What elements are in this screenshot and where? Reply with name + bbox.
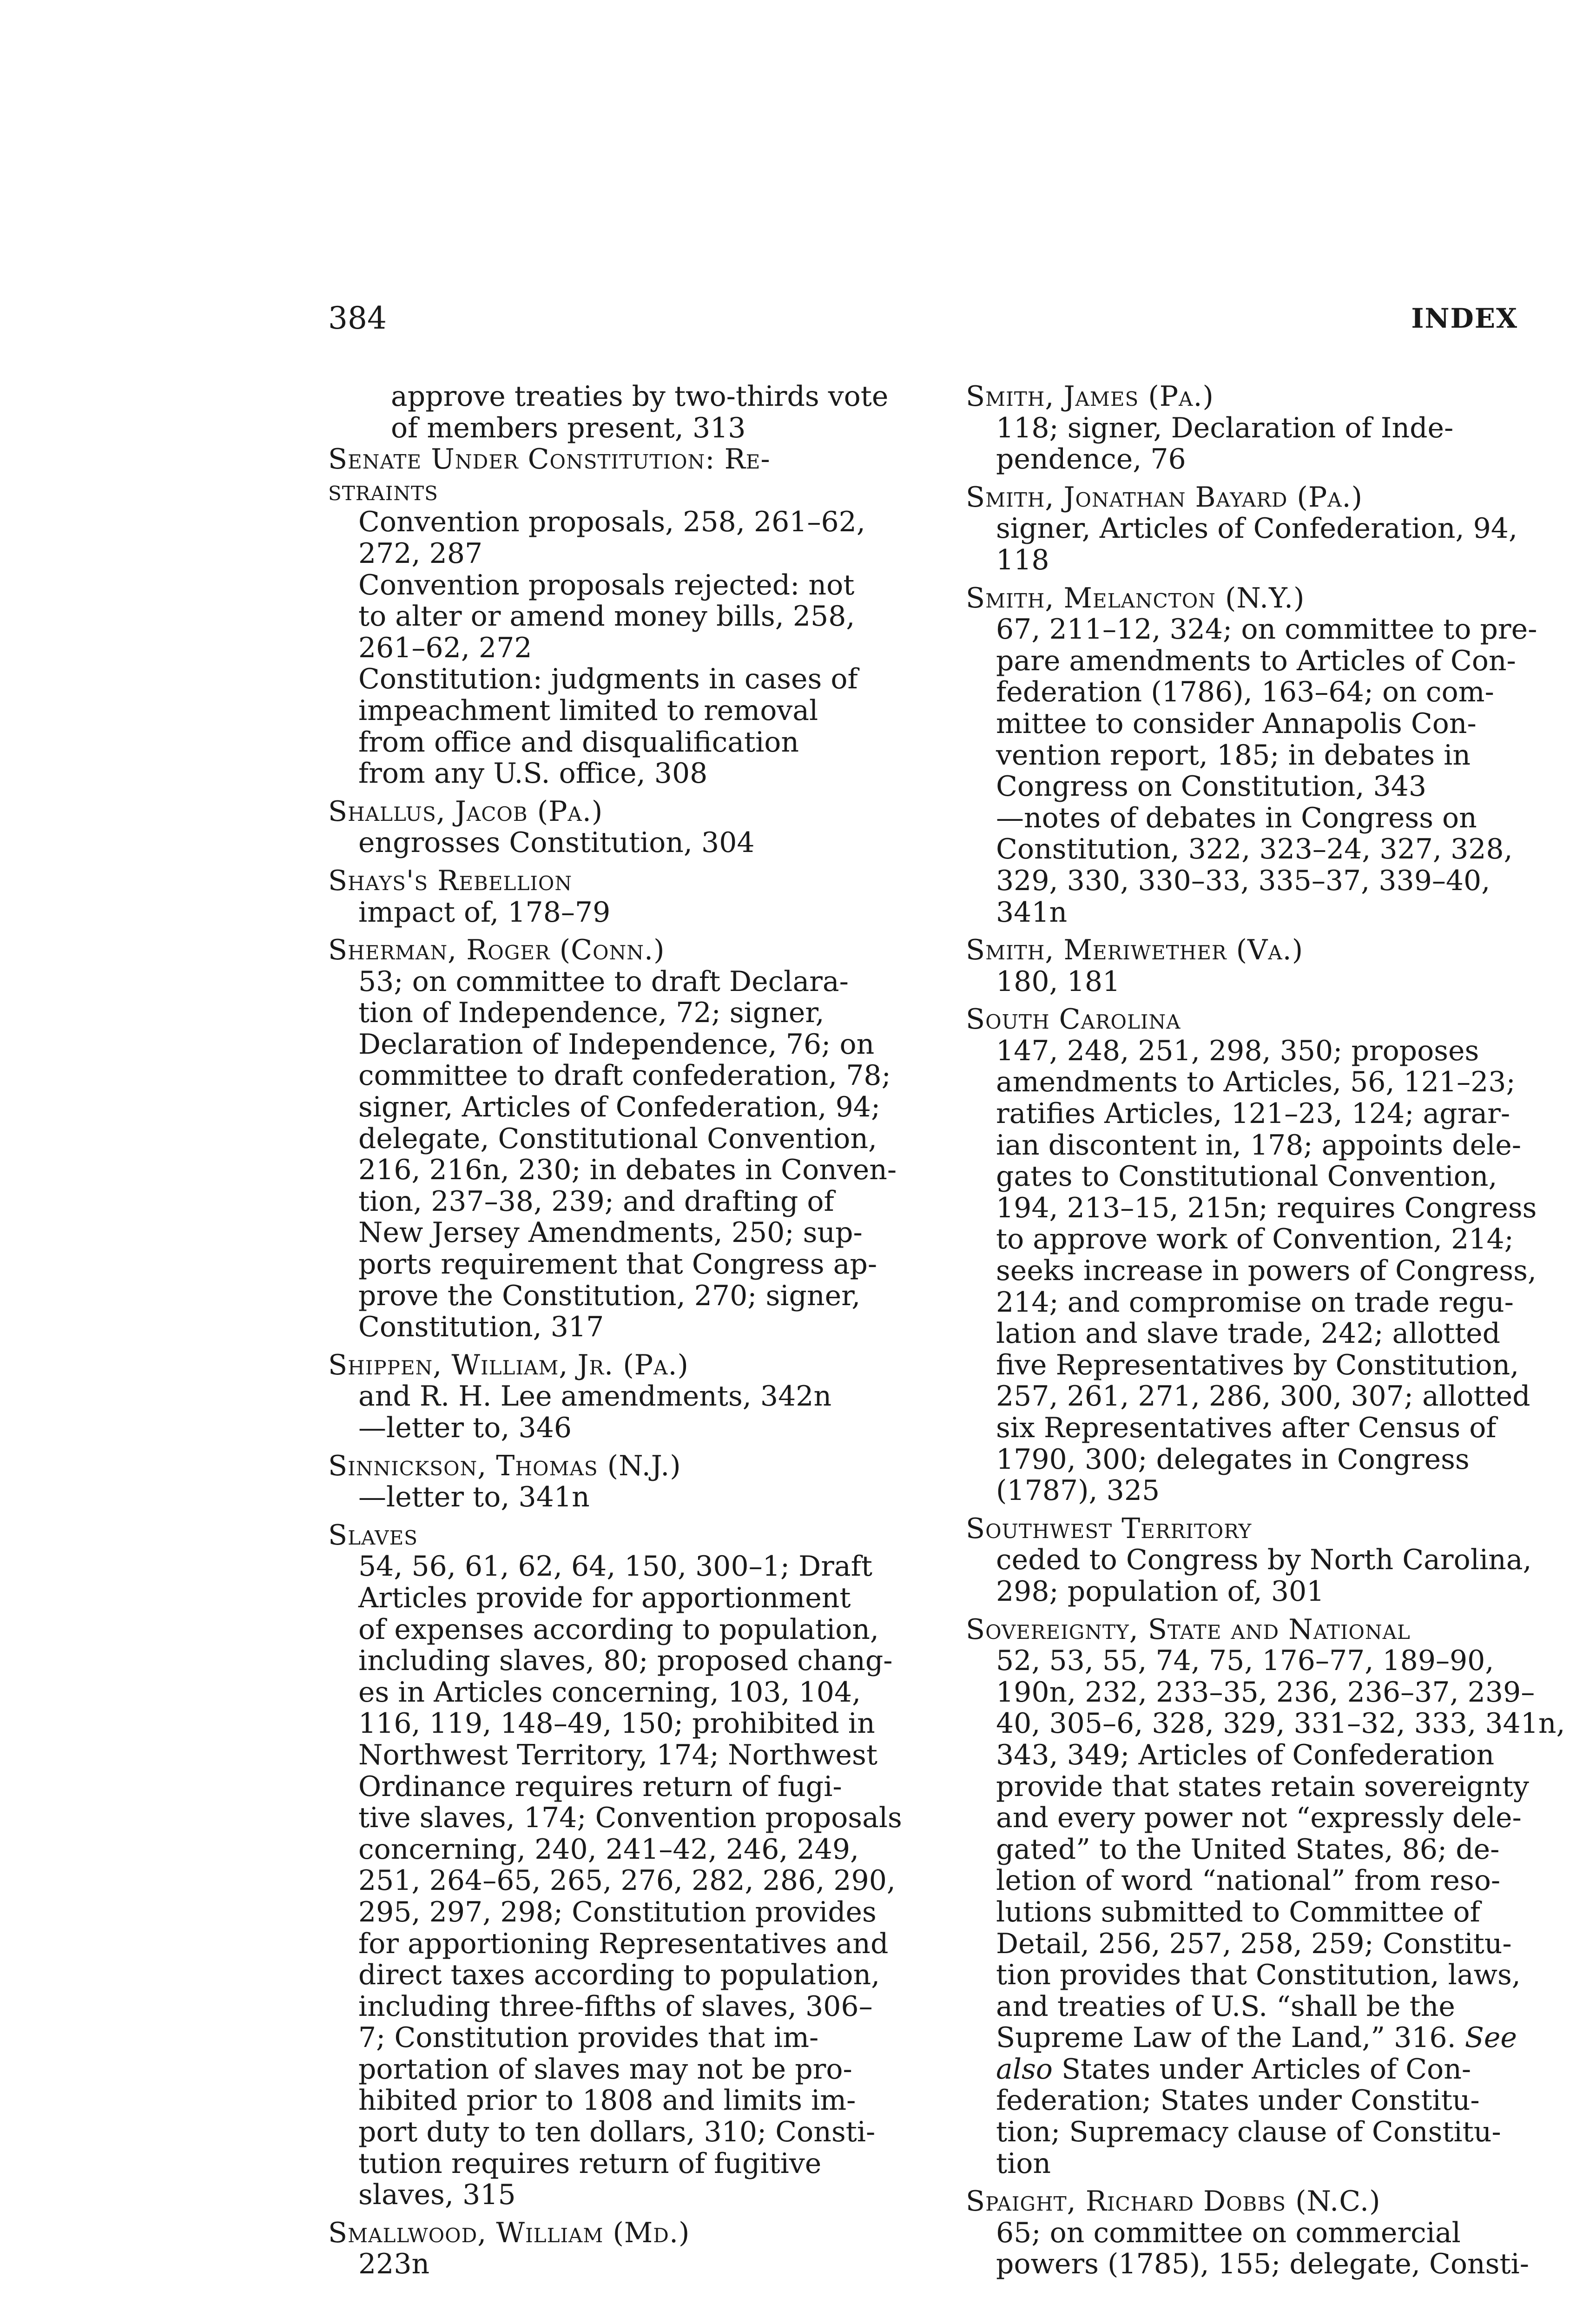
entry-body	[966, 966, 1519, 998]
entry-line: 118; signer, Declaration of Inde-	[996, 411, 1454, 444]
sub-entry-line: from any U.S. office, 308	[358, 757, 708, 790]
entry-body	[966, 413, 1519, 475]
entry-line: 116, 119, 148–49, 150; prohibited in	[358, 1707, 875, 1740]
entry-line: —letter to, 341n	[358, 1481, 590, 1514]
entry-heading: Sovereignty, State and National	[966, 1613, 1411, 1646]
entry-body	[966, 2216, 1530, 2281]
entry-body	[966, 613, 1537, 929]
entry-line: Constitution, 317	[358, 1311, 604, 1344]
entry-heading-cont: straints	[328, 474, 438, 507]
entry-line: port duty to ten dollars, 310; Consti-	[358, 2116, 876, 2149]
entry-heading: Smith, Melancton (N.Y.)	[966, 581, 1305, 614]
entry-line: 40, 305–6, 328, 329, 331–32, 333, 341n,	[996, 1707, 1565, 1740]
entry-line: and R. H. Lee amendments, 342n	[358, 1380, 832, 1413]
index-entry	[328, 1519, 902, 2212]
entry-body	[328, 1550, 902, 2212]
entry-line: 190n, 232, 233–35, 236, 236–37, 239–	[996, 1676, 1535, 1709]
entry-line: ceded to Congress by North Carolina,	[996, 1544, 1532, 1577]
entry-line: New Jersey Amendments, 250; sup-	[358, 1216, 863, 1249]
entry-line: prove the Constitution, 270; signer,	[358, 1279, 861, 1312]
entry-line: tive slaves, 174; Convention proposals	[358, 1802, 902, 1835]
entry-line: Ordinance requires return of fugi-	[358, 1770, 842, 1803]
entry-heading: Smith, Meriwether (Va.)	[966, 934, 1304, 967]
continued-line: of members present, 313	[391, 411, 746, 444]
entry-line: 194, 213–15, 215n; requires Congress	[996, 1191, 1537, 1224]
entry-heading: Southwest Territory	[966, 1512, 1252, 1545]
index-entry	[966, 381, 1519, 475]
entry-line: committee to draft confederation, 78;	[358, 1059, 891, 1092]
sub-entry-line: Convention proposals, 258, 261–62,	[358, 506, 865, 539]
entry-line: 7; Constitution provides that im-	[358, 2021, 819, 2054]
entry-line: six Representatives after Census of	[996, 1412, 1497, 1444]
sub-entry-line: impeachment limited to removal	[358, 694, 818, 727]
entry-body	[966, 1544, 1532, 1608]
entry-line: ian discontent in, 178; appoints dele-	[996, 1129, 1522, 1162]
sub-entry	[328, 570, 881, 664]
entry-line: seeks increase in powers of Congress,	[996, 1254, 1537, 1287]
index-entry	[966, 581, 1537, 929]
entry-heading: Sherman, Roger (Conn.)	[328, 934, 665, 967]
entry-line: Northwest Territory, 174; Northwest	[358, 1738, 877, 1771]
entry-line: and every power not “expressly dele-	[996, 1802, 1522, 1835]
entry-heading: Smith, James (Pa.)	[966, 380, 1214, 413]
entry-line: ratifies Articles, 121–23, 124; agrar-	[996, 1097, 1510, 1130]
entry-line: 214; and compromise on trade regu-	[996, 1286, 1514, 1319]
entry-line: gates to Constitutional Convention,	[996, 1160, 1497, 1193]
sub-entry-line: Constitution: judgments in cases of	[358, 663, 858, 696]
entry-body	[328, 897, 881, 929]
index-entry	[328, 865, 881, 928]
entry-line: provide that states retain sovereignty	[996, 1770, 1529, 1803]
entry-line: portation of slaves may not be pro-	[358, 2053, 852, 2086]
continued-line: approve treaties by two-thirds vote	[391, 380, 889, 413]
entry-line: and treaties of U.S. “shall be the	[996, 1990, 1455, 2023]
entry-line: tion; Supremacy clause of Constitu-	[996, 2116, 1501, 2149]
index-entry	[328, 934, 897, 1344]
entry-line: Supreme Law of the Land,” 316. See	[996, 2021, 1517, 2054]
entry-body	[328, 2249, 881, 2280]
page-number: 384	[328, 300, 387, 336]
entry-line: gated” to the United States, 86; de-	[996, 1833, 1500, 1866]
entry-line: 147, 248, 251, 298, 350; proposes	[996, 1034, 1479, 1067]
index-entry	[966, 1613, 1565, 2180]
index-entry	[966, 482, 1519, 576]
entry-line: Detail, 256, 257, 258, 259; Constitu-	[996, 1927, 1512, 1960]
entry-heading: Sinnickson, Thomas (N.J.)	[328, 1449, 681, 1482]
entry-line: powers (1785), 155; delegate, Consti-	[996, 2248, 1530, 2281]
entry-line: pare amendments to Articles of Con-	[996, 644, 1516, 677]
index-entry	[966, 2185, 1530, 2281]
entry-line: engrosses Constitution, 304	[358, 826, 755, 859]
entry-line: impact of, 178–79	[358, 896, 611, 929]
entry-line: signer, Articles of Confederation, 94;	[358, 1091, 881, 1124]
entry-line: —notes of debates in Congress on	[996, 801, 1477, 834]
entry-line: (1787), 325	[996, 1474, 1160, 1507]
entry-line: Declaration of Independence, 76; on	[358, 1028, 875, 1061]
entry-heading: Spaight, Richard Dobbs (N.C.)	[966, 2185, 1381, 2218]
running-title: INDEX	[1411, 303, 1518, 334]
entry-line: es in Articles concerning, 103, 104,	[358, 1676, 861, 1709]
entry-line: 329, 330, 330–33, 335–37, 339–40,	[996, 864, 1491, 897]
entry-body	[966, 1644, 1565, 2180]
entry-line: 52, 53, 55, 74, 75, 176–77, 189–90,	[996, 1644, 1494, 1677]
entry-line: vention report, 185; in debates in	[996, 739, 1471, 772]
entry-heading: Smith, Jonathan Bayard (Pa.)	[966, 481, 1363, 514]
entry-line: 295, 297, 298; Constitution provides	[358, 1895, 877, 1928]
entry-line: 53; on committee to draft Declara-	[358, 965, 849, 998]
entry-line: concerning, 240, 241–42, 246, 249,	[358, 1833, 859, 1866]
entry-line: 341n	[996, 896, 1068, 929]
entry-line: five Representatives by Constitution,	[996, 1348, 1519, 1381]
entry-line: 65; on committee on commercial	[996, 2216, 1461, 2249]
entry-line: of expenses according to population,	[358, 1613, 879, 1646]
entry-line: lutions submitted to Committee of	[996, 1895, 1480, 1928]
entry-line: including slaves, 80; proposed chang-	[358, 1644, 893, 1677]
entry-line: ports requirement that Congress ap-	[358, 1248, 877, 1281]
entry-line: 251, 264–65, 265, 276, 282, 286, 290,	[358, 1864, 896, 1897]
entry-line: 298; population of, 301	[996, 1575, 1325, 1608]
sub-entry	[328, 507, 881, 569]
entry-line: tution requires return of fugitive	[358, 2147, 822, 2180]
entry-heading: Senate Under Constitution: Re-	[328, 443, 771, 476]
entry-line: Constitution, 322, 323–24, 327, 328,	[996, 833, 1513, 866]
entry-line: hibited prior to 1808 and limits im-	[358, 2084, 856, 2117]
sub-entry	[328, 664, 881, 789]
entry-line: federation; States under Constitu-	[996, 2084, 1480, 2117]
entry-body	[328, 1482, 881, 1513]
entry-heading: Shallus, Jacob (Pa.)	[328, 795, 603, 828]
entry-line: 343, 349; Articles of Confederation	[996, 1738, 1495, 1771]
entry-body	[328, 1381, 881, 1444]
entry-heading: Shippen, William, Jr. (Pa.)	[328, 1348, 689, 1381]
entry-line: —letter to, 346	[358, 1412, 572, 1444]
index-entry	[328, 1451, 881, 1513]
entry-line: direct taxes according to population,	[358, 1959, 880, 1992]
entry-line: delegate, Constitutional Convention,	[358, 1122, 877, 1155]
entry-line: 118	[996, 543, 1049, 576]
index-entry	[328, 1350, 881, 1444]
entry-line: slaves, 315	[358, 2179, 516, 2212]
entry-heading: South Carolina	[966, 1003, 1181, 1036]
entry-line: mittee to consider Annapolis Con-	[996, 707, 1477, 740]
entry-line: amendments to Articles, 56, 121–23;	[996, 1066, 1516, 1099]
entry-line: tion provides that Constitution, laws,	[996, 1959, 1521, 1992]
entry-line: to approve work of Convention, 214;	[996, 1223, 1514, 1256]
entry-line: tion, 237–38, 239; and drafting of	[358, 1185, 834, 1218]
sub-entry-line: 272, 287	[358, 537, 483, 570]
entry-line: federation (1786), 163–64; on com-	[996, 676, 1494, 709]
entry-line: tion of Independence, 72; signer,	[358, 997, 824, 1030]
index-entry	[966, 1003, 1537, 1507]
index-entry	[966, 1512, 1532, 1608]
entry-line: signer, Articles of Confederation, 94,	[996, 512, 1518, 545]
entry-body	[966, 513, 1519, 576]
entry-body	[328, 965, 897, 1344]
sub-entry-line: Convention proposals rejected: not	[358, 568, 855, 601]
left-column	[328, 380, 902, 2281]
entry-line: 67, 211–12, 324; on committee to pre-	[996, 613, 1537, 646]
entry-line: letion of word “national” from reso-	[996, 1864, 1501, 1897]
entry-line: 216, 216n, 230; in debates in Conven-	[358, 1154, 897, 1187]
running-head	[328, 297, 1518, 339]
entry-line: Articles provide for apportionment	[358, 1581, 851, 1614]
sub-entry-line: from office and disqualification	[358, 726, 799, 759]
entry-line: 257, 261, 271, 286, 300, 307; allotted	[996, 1380, 1530, 1413]
entry-line: including three-fifths of slaves, 306–	[358, 1990, 873, 2023]
entry-line: for apportioning Representatives and	[358, 1927, 889, 1960]
right-column	[966, 380, 1565, 2281]
entry-line: lation and slave trade, 242; allotted	[996, 1317, 1501, 1350]
entry-line: 180, 181	[996, 965, 1121, 998]
entry-line: tion	[996, 2147, 1051, 2180]
entry-line: 223n	[358, 2248, 430, 2281]
entry-body	[966, 1034, 1537, 1507]
sub-entry-line: 261–62, 272	[358, 631, 532, 664]
entry-body	[328, 827, 881, 859]
entry-heading: Smallwood, William (Md.)	[328, 2216, 690, 2249]
index-entry	[328, 796, 881, 859]
sub-entry-line: to alter or amend money bills, 258,	[358, 600, 855, 633]
entry-line: pendence, 76	[996, 443, 1186, 476]
entry-line: also States under Articles of Con-	[996, 2053, 1471, 2086]
entry-line: 54, 56, 61, 62, 64, 150, 300–1; Draft	[358, 1550, 872, 1583]
index-entry	[328, 444, 881, 790]
entry-heading: Slaves	[328, 1519, 418, 1552]
entry-line: Congress on Constitution, 343	[996, 770, 1427, 803]
entry-line: 1790, 300; delegates in Congress	[996, 1443, 1470, 1476]
entry-heading: Shays's Rebellion	[328, 864, 573, 897]
index-entry	[966, 935, 1519, 997]
continued-entry	[328, 380, 889, 444]
index-entry	[328, 2218, 881, 2280]
